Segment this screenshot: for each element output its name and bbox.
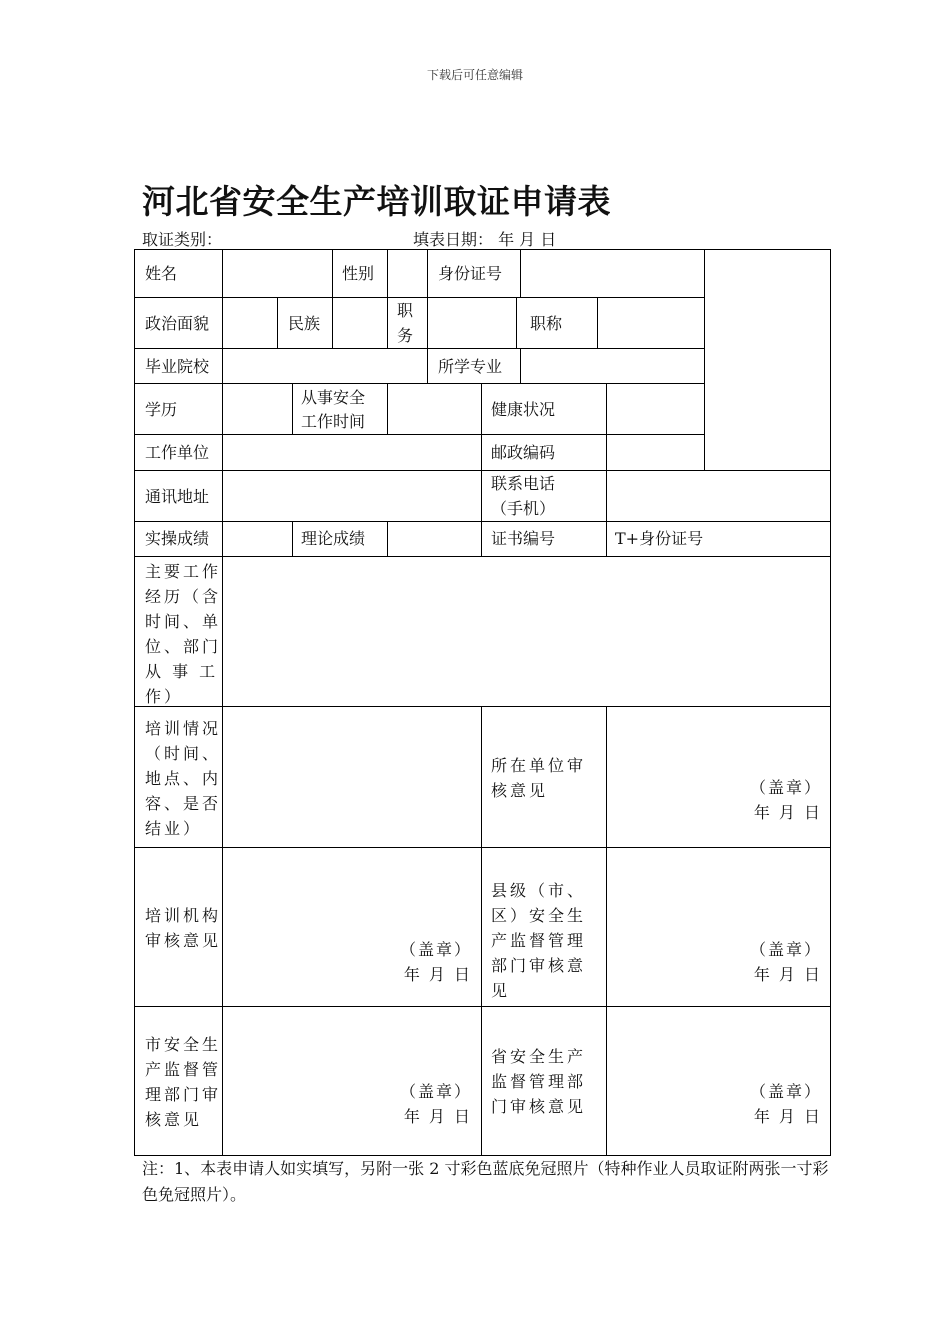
label-practical-score: 实操成绩 (145, 529, 210, 548)
label-theory-score: 理论成绩 (301, 529, 366, 548)
label-address: 通讯地址 (145, 487, 210, 506)
label-education: 学历 (145, 400, 178, 419)
stamp-seal-employer: （盖章） (749, 778, 822, 797)
stamp-date-province: 年 月 日 (753, 1107, 822, 1126)
label-gender: 性别 (342, 264, 375, 283)
label-name: 姓名 (145, 264, 178, 283)
label-safety-years-line1: 从事安全 (301, 388, 366, 407)
label-phone-line2: （手机） (491, 499, 556, 518)
cert-no-value: T+身份证号 (615, 529, 704, 548)
label-employer: 工作单位 (145, 443, 210, 462)
header-note: 下载后可任意编辑 (426, 68, 523, 82)
label-position-line2: 务 (397, 326, 414, 345)
stamp-seal-province: （盖章） (749, 1082, 822, 1101)
label-id-number: 身份证号 (438, 264, 503, 283)
label-position-line1: 职 (397, 301, 414, 320)
label-phone-line1: 联系电话 (491, 474, 556, 493)
stamp-date-employer: 年 月 日 (753, 803, 822, 822)
label-major: 所学专业 (438, 357, 503, 376)
label-county-review: 县级（市、区）安全生产监督管理部门审核意见 (491, 881, 587, 1000)
stamp-seal-county: （盖章） (749, 940, 822, 959)
label-cert-no: 证书编号 (491, 529, 556, 548)
label-work-history: 主要工作经历（含时间、单位、部门从 事 工作） (145, 562, 222, 706)
label-employer-review: 所在单位审核意见 (491, 756, 587, 800)
form-title: 河北省安全生产培训取证申请表 (142, 182, 611, 221)
stamp-seal-institution: （盖章） (399, 940, 472, 959)
label-province-review: 省安全生产监督管理部门审核意见 (491, 1047, 587, 1116)
label-school: 毕业院校 (145, 357, 210, 376)
label-institution-review: 培训机构审核意见 (145, 906, 222, 950)
label-ethnicity: 民族 (288, 314, 321, 333)
footnote: 注：1、本表申请人如实填写，另附一张 2 寸彩色蓝底免冠照片（特种作业人员取证附两张一寸彩色免冠照片）。 (142, 1159, 829, 1204)
label-city-review: 市安全生产监督管理部门审核意见 (145, 1035, 222, 1129)
label-health: 健康状况 (491, 400, 556, 419)
label-political: 政治面貌 (145, 314, 210, 333)
stamp-date-county: 年 月 日 (753, 965, 822, 984)
stamp-seal-city: （盖章） (399, 1082, 472, 1101)
category-label: 取证类别： (142, 230, 223, 249)
fill-date-label: 填表日期： 年 月 日 (413, 230, 557, 249)
stamp-date-institution: 年 月 日 (403, 965, 472, 984)
label-postcode: 邮政编码 (491, 443, 556, 462)
stamp-date-city: 年 月 日 (403, 1107, 472, 1126)
label-training: 培训情况（时间、地点、内容、是否结业） (145, 719, 222, 838)
label-title-rank: 职称 (530, 314, 563, 333)
label-safety-years-line2: 工作时间 (301, 412, 366, 431)
